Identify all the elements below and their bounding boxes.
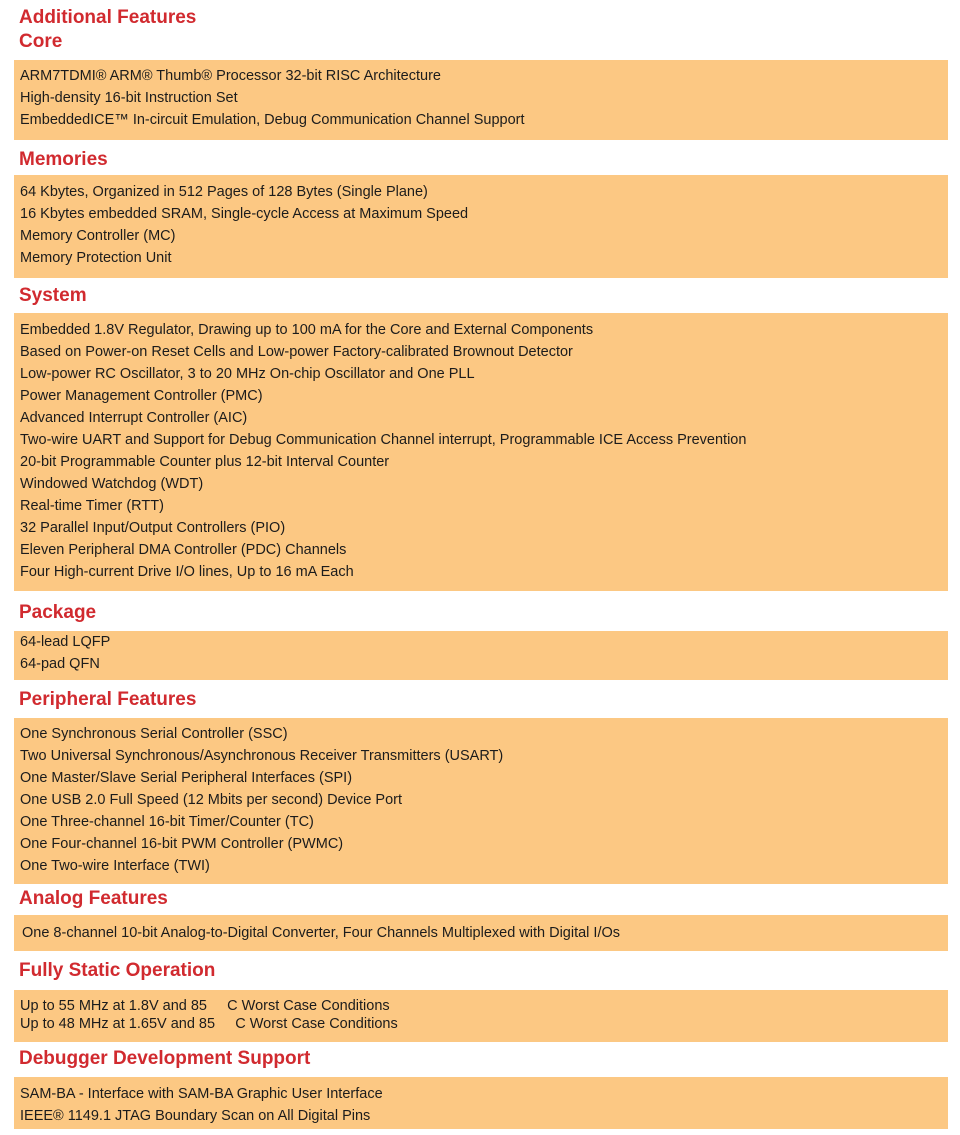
list-item: Four High-current Drive I/O lines, Up to 16 mA Each (20, 564, 354, 580)
list-item: 64 Kbytes, Organized in 512 Pages of 128 Bytes (Single Plane) (20, 184, 428, 200)
section-box-peripheral (14, 718, 948, 884)
list-item: Two-wire UART and Support for Debug Communication Channel interrupt, Programmable ICE Access Prevention (20, 432, 747, 448)
list-item: 64-pad QFN (20, 656, 100, 672)
list-item: IEEE® 1149.1 JTAG Boundary Scan on All Digital Pins (20, 1108, 371, 1124)
list-item: Low-power RC Oscillator, 3 to 20 MHz On-chip Oscillator and One PLL (20, 366, 475, 382)
section-box-system (14, 313, 948, 591)
list-item: 20-bit Programmable Counter plus 12-bit Interval Counter (20, 454, 390, 470)
section-title-core: Core (19, 31, 63, 52)
list-item: Two Universal Synchronous/Asynchronous Receiver Transmitters (USART) (20, 748, 504, 764)
list-item: 64-lead LQFP (20, 634, 111, 650)
list-item: Based on Power-on Reset Cells and Low-power Factory-calibrated Brownout Detector (20, 344, 573, 360)
list-item: High-density 16-bit Instruction Set (20, 90, 238, 106)
list-item: Eleven Peripheral DMA Controller (PDC) Channels (20, 542, 347, 558)
list-item: 16 Kbytes embedded SRAM, Single-cycle Access at Maximum Speed (20, 206, 469, 222)
list-item: Windowed Watchdog (WDT) (20, 476, 204, 492)
list-item: Memory Controller (MC) (20, 228, 176, 244)
list-item: Power Management Controller (PMC) (20, 388, 263, 404)
list-item: SAM-BA - Interface with SAM-BA Graphic User Interface (20, 1086, 383, 1102)
section-box-debugger (14, 1077, 948, 1129)
section-title-analog: Analog Features (19, 888, 168, 909)
section-box-static (14, 990, 948, 1042)
section-title-static: Fully Static Operation (19, 960, 216, 981)
section-title-debugger: Debugger Development Support (19, 1048, 311, 1069)
list-item: One Four-channel 16-bit PWM Controller (PWMC) (20, 836, 344, 852)
list-item: One Two-wire Interface (TWI) (20, 858, 210, 874)
list-item: One 8-channel 10-bit Analog-to-Digital Converter, Four Channels Multiplexed with Digital I/Os (22, 925, 621, 941)
section-box-package (14, 631, 948, 680)
list-item: One Three-channel 16-bit Timer/Counter (TC) (20, 814, 314, 830)
list-item: 32 Parallel Input/Output Controllers (PIO) (20, 520, 286, 536)
list-item: One USB 2.0 Full Speed (12 Mbits per second) Device Port (20, 792, 403, 808)
list-item: One Master/Slave Serial Peripheral Interfaces (SPI) (20, 770, 353, 786)
list-item: Embedded 1.8V Regulator, Drawing up to 100 mA for the Core and External Components (20, 322, 594, 338)
section-box-analog (14, 915, 948, 951)
list-item: Up to 55 MHz at 1.8V and 85 C Worst Case Conditions (20, 998, 390, 1014)
section-title-peripheral: Peripheral Features (19, 689, 197, 710)
list-item: ARM7TDMI® ARM® Thumb® Processor 32-bit RISC Architecture (20, 68, 441, 84)
list-item: Memory Protection Unit (20, 250, 172, 266)
list-item: One Synchronous Serial Controller (SSC) (20, 726, 288, 742)
section-title-memories: Memories (19, 149, 108, 170)
section-title-system: System (19, 285, 87, 306)
list-item: Real-time Timer (RTT) (20, 498, 164, 514)
section-title-package: Package (19, 602, 97, 623)
list-item: Advanced Interrupt Controller (AIC) (20, 410, 248, 426)
section-box-memories (14, 175, 948, 278)
list-item: Up to 48 MHz at 1.65V and 85 C Worst Case Conditions (20, 1016, 398, 1032)
list-item: EmbeddedICE™ In-circuit Emulation, Debug Communication Channel Support (20, 112, 525, 128)
page-title: Additional Features (19, 7, 197, 28)
section-box-core (14, 60, 948, 140)
